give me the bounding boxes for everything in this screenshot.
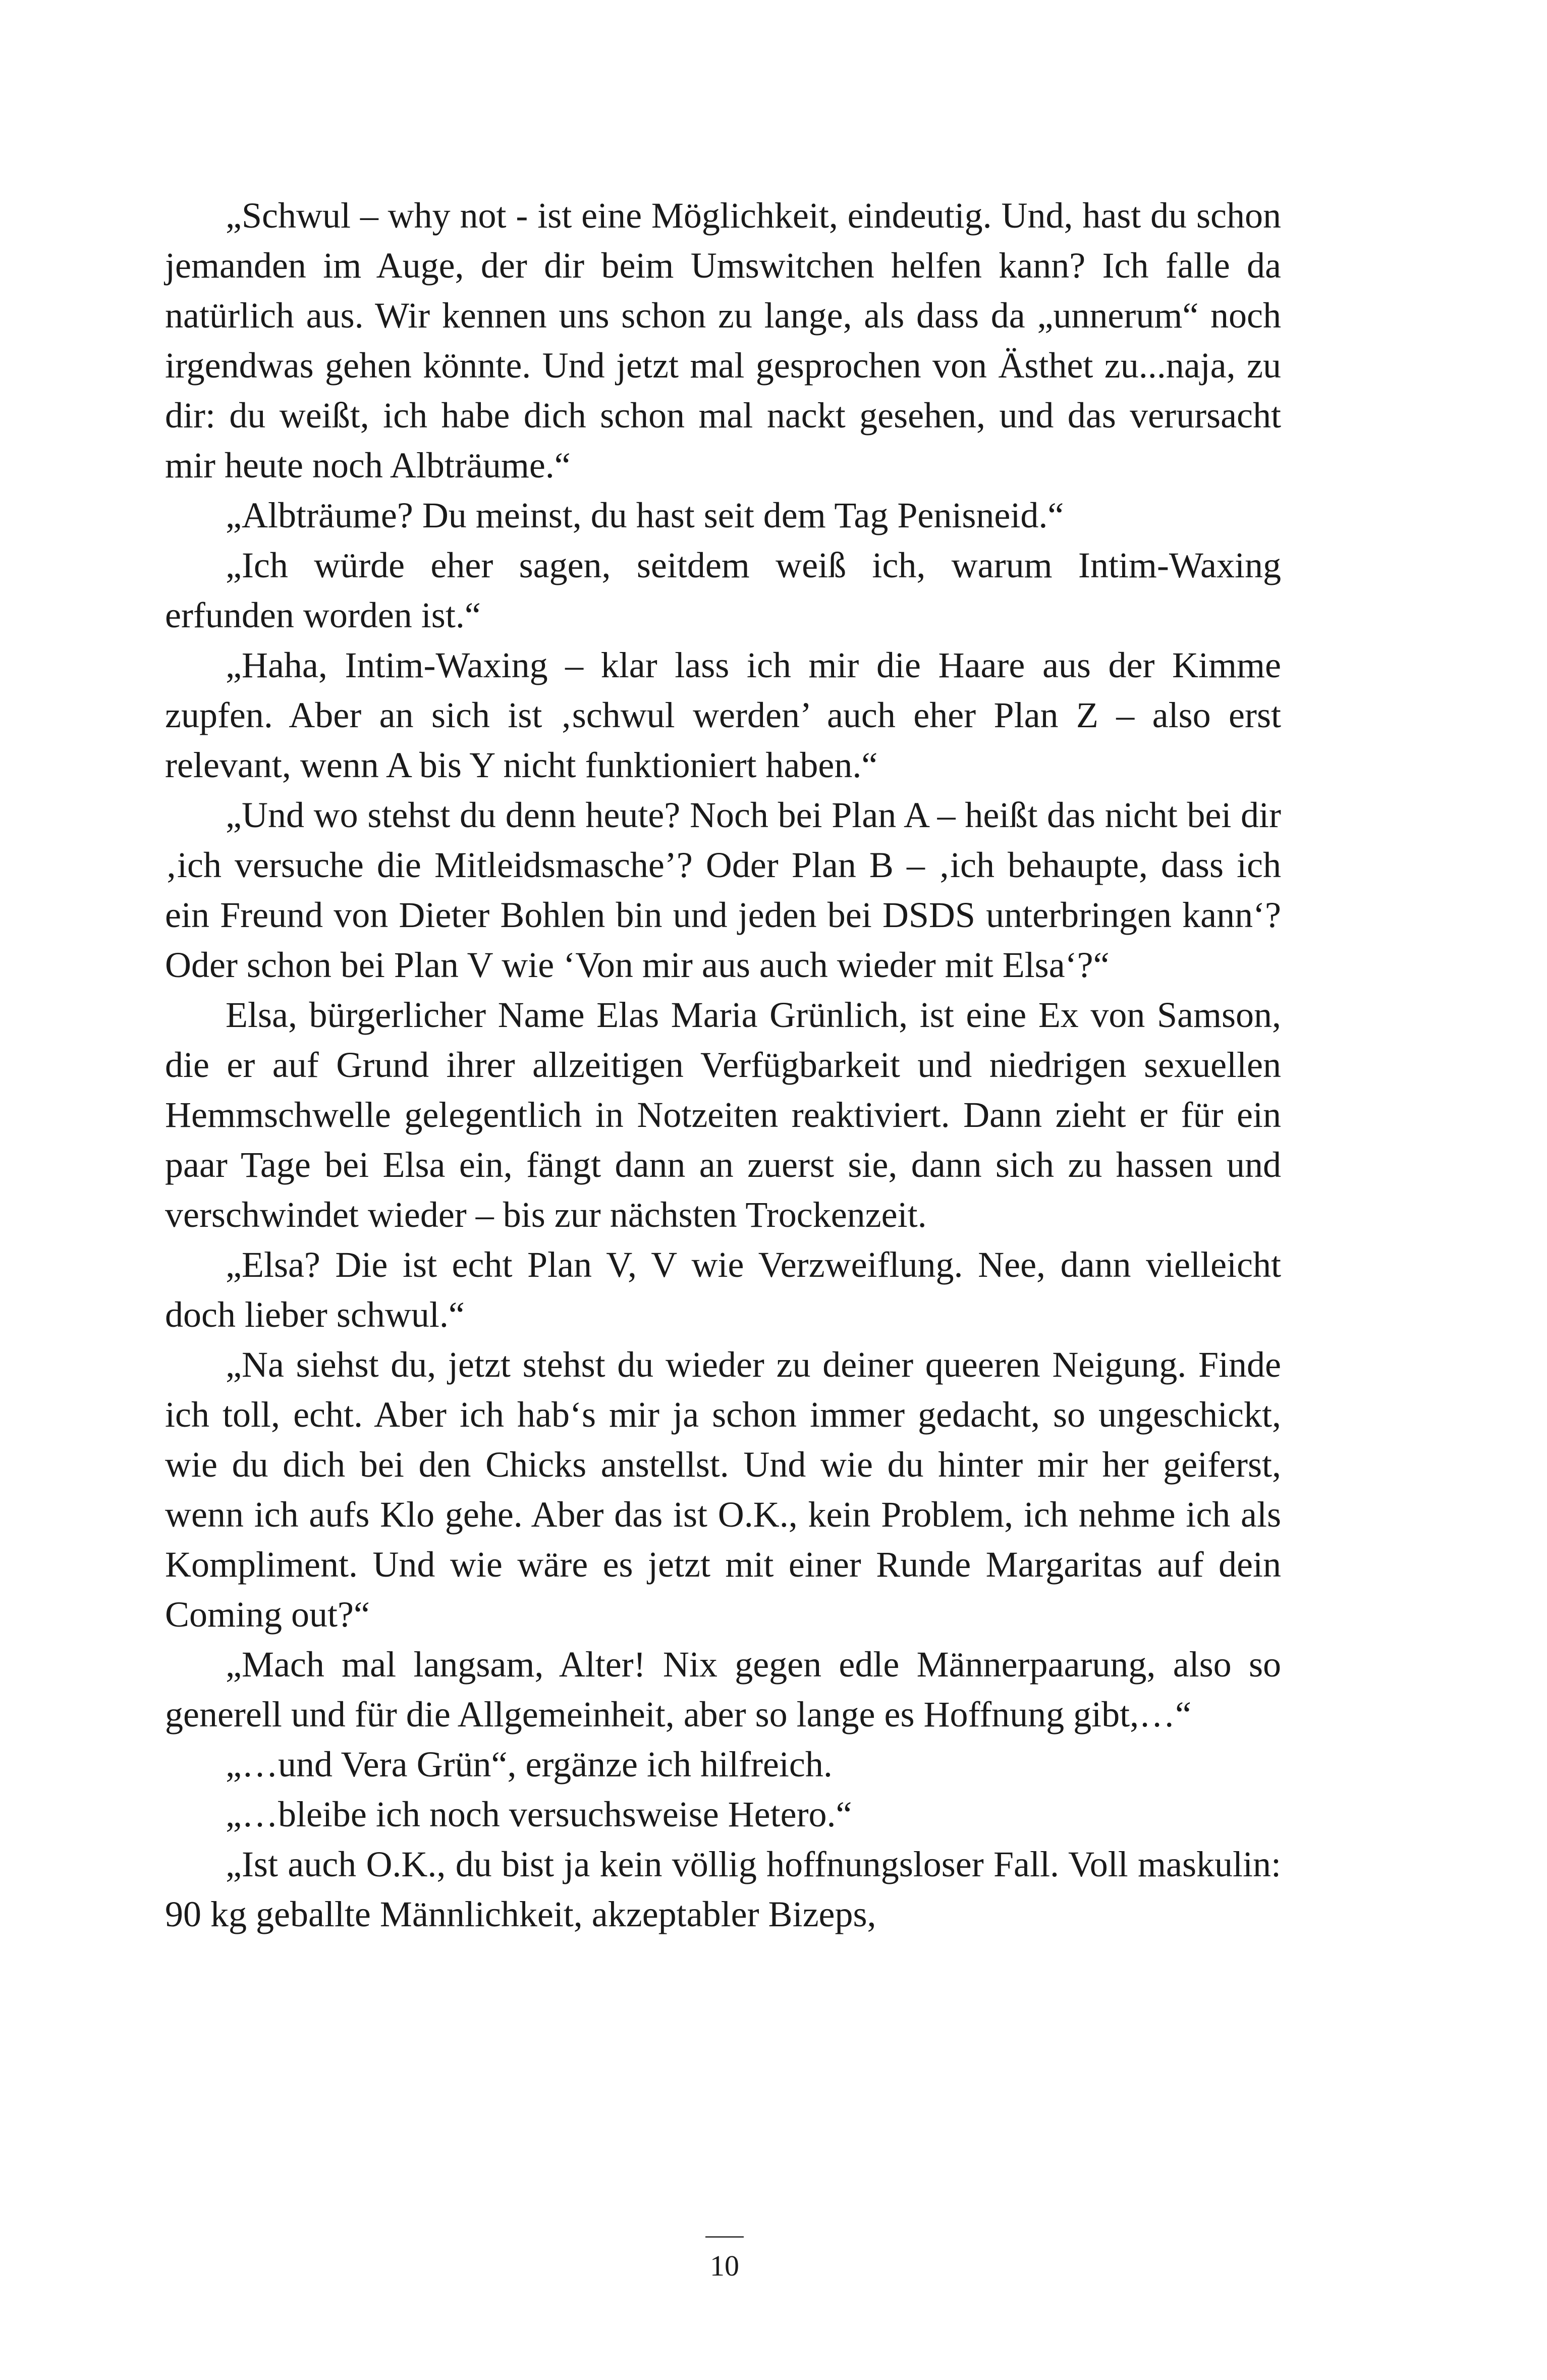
paragraph: „Und wo stehst du denn heute? Noch bei Plan A – heißt das nicht bei dir ‚ich versuche die Mitleidsmasche’? Oder Plan B – ‚ich behaupte, dass ich ein Freund von Dieter Bohlen bin und jeden bei DSDS unterbringen kann‘? Oder schon bei Plan V wie ‘Von mir aus auch wieder mit Elsa‘?“ (165, 795, 1281, 985)
paragraph: „Ist auch O.K., du bist ja kein völlig hoffnungsloser Fall. Voll maskulin: 90 kg geballte Männlichkeit, akzeptabler Bizeps, (165, 1844, 1281, 1934)
paragraph: „Schwul – why not - ist eine Möglichkeit, eindeutig. Und, hast du schon jemanden im Auge, der dir beim Umswitchen helfen kann? Ich falle da natürlich aus. Wir kennen uns schon zu lange, als dass da „unnerum“ noch irgendwas gehen könnte. Und jetzt mal gesprochen von Ästhet zu...naja, zu dir: du weißt, ich habe dich schon mal nackt gesehen, und das verursacht mir heute noch Albträume.“ (165, 195, 1281, 485)
paragraph: „Na siehst du, jetzt stehst du wieder zu deiner queeren Neigung. Finde ich toll, echt. Aber ich hab‘s mir ja schon immer gedacht, so ungeschickt, wie du dich bei den Chicks anstellst. Und wie du hinter mir her geiferst, wenn ich aufs Klo gehe. Aber das ist O.K., kein Problem, ich nehme ich als Kompliment. Und wie wäre es jetzt mit einer Runde Margaritas auf dein Coming out?“ (165, 1344, 1281, 1635)
paragraph: „Ich würde eher sagen, seitdem weiß ich, warum Intim-Waxing erfunden worden ist.“ (165, 545, 1281, 635)
paragraph: „Elsa? Die ist echt Plan V, V wie Verzweiflung. Nee, dann vielleicht doch lieber schwul.“ (165, 1245, 1281, 1335)
paragraph: „…bleibe ich noch versuchsweise Hetero.“ (226, 1794, 852, 1834)
paragraph: Elsa, bürgerlicher Name Elas Maria Grünlich, ist eine Ex von Samson, die er auf Grund ihrer allzeitigen Verfügbarkeit und niedrigen sexuellen Hemmschwelle gelegentlich in Notzeiten reaktiviert. Dann zieht er für ein paar Tage bei Elsa ein, fängt dann an zuerst sie, dann sich zu hassen und verschwindet wieder – bis zur nächsten Trockenzeit. (165, 995, 1281, 1235)
paragraph: „…und Vera Grün“, ergänze ich hilfreich. (226, 1744, 833, 1784)
paragraph: „Mach mal langsam, Alter! Nix gegen edle Männerpaarung, also so generell und für die Allgemeinheit, aber so lange es Hoffnung gibt,…“ (165, 1644, 1281, 1735)
page-number: 10 (710, 2249, 739, 2282)
body-text (165, 191, 1281, 1939)
paragraph: „Haha, Intim-Waxing – klar lass ich mir die Haare aus der Kimme zupfen. Aber an sich ist ‚schwul werden’ auch eher Plan Z – also erst relevant, wenn A bis Y nicht funktioniert haben.“ (165, 645, 1281, 785)
paragraph: „Albträume? Du meinst, du hast seit dem Tag Penisneid.“ (226, 495, 1064, 535)
footer-divider (705, 2236, 744, 2238)
